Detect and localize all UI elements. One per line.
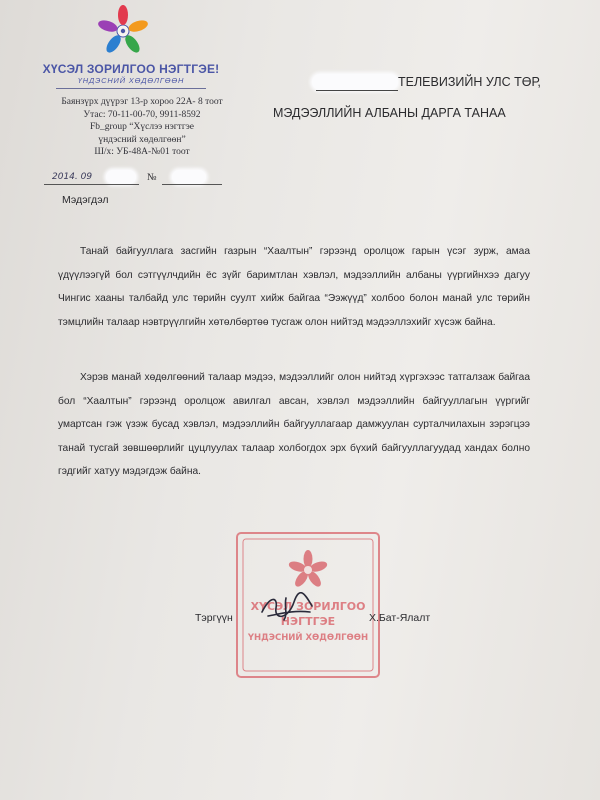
contact-block [42,96,242,159]
svg-text:ҮНДЭСНИЙ ХӨДӨЛГӨӨН: ҮНДЭСНИЙ ХӨДӨЛГӨӨН [247,633,369,643]
svg-text:ХҮСЭЛ ЗОРИЛГОО: ХҮСЭЛ ЗОРИЛГОО [250,600,366,613]
redacted-date [106,170,136,184]
number-label: № [147,172,157,183]
handwritten-signature [258,592,316,624]
address: Баянзүрх дүүрэг 13-р хороо 22А- 8 тоот [61,97,223,107]
phone: Утас: 70-11-00-70, 9911-8592 [83,109,201,120]
date-underline [44,184,139,185]
recipient-line2: МЭДЭЭЛЛИЙН АЛБАНЫ ДАРГА ТАНАА [273,106,506,120]
recipient-line1: ТЕЛЕВИЗИЙН УЛС ТӨР, [398,75,541,89]
fb-group-line1: Fb_group “Хүслээ нэгтгэе [89,122,195,133]
paragraph-2: Хэрэв манай хөдөлгөөний талаар мэдээ, мэдээллийг олон нийтэд хүргэхээс татгалзаж байгаа бол “Хаалтын” гэрээнд оролцож авилгал авсан, хэвлэл мэдээллийн байгууллагын үүргийг умартсан гэж үзэж бусад хэвлэл, мэдээллийн байгууллагаар дамжуулан сурталчилахын зэрэгцээ танай тусгай зөвшөөрлийг цуцлуулах талаар холбогдох эрх бүхий байгууллагуудад хандах болно гэдгийг хатуу мэдэгдэж байна. [58,372,530,477]
recipient-underline [316,90,398,91]
notice-title: Мэдэгдэл [62,194,109,206]
org-name: ХҮСЭЛ ЗОРИЛГОО НЭГТГЭЕ! [42,62,220,76]
fb-group-line2: үндэсний хөдөлгөөн” [98,134,186,145]
reference-number: Ш/х: УБ-48А-№01 тоот [94,147,190,158]
signatory-role: Тэргүүн [195,612,233,624]
handwritten-date: 2014. 09 [52,172,93,182]
letterhead-divider [56,88,206,89]
redacted-number [172,170,206,184]
star-flower-logo-icon [96,4,150,58]
svg-text:НЭГТГЭЕ: НЭГТГЭЕ [280,615,336,628]
org-subtitle: ҮНДЭСНИЙ ХӨДӨЛГӨӨН [77,76,185,85]
paragraph-1: Танай байгууллага засгийн газрын “Хаалтын” гэрээнд оролцож гарын үсэг зурж, амаа үдүүлээгүй бол сэтгүүлчдийн ёс зүйг баримтлан хэвлэл, мэдээллийн албаны үүргийнхээ дагуу Чингис хааны талбайд улс төрийн суулт хийж байгаа “Ээжүүд” холбоо болон манай улс төрийн тэмцлийн талаар нэвтрүүлгийн хөтөлбөртөө тусгаж олон нийтэд мэдээллэхийг хүсэж байна. [58,246,530,328]
number-underline [162,184,222,185]
redacted-channel-name [312,74,398,90]
signatory-name: Х.Бат-Ялалт [369,612,431,624]
date-number-line [44,171,244,187]
